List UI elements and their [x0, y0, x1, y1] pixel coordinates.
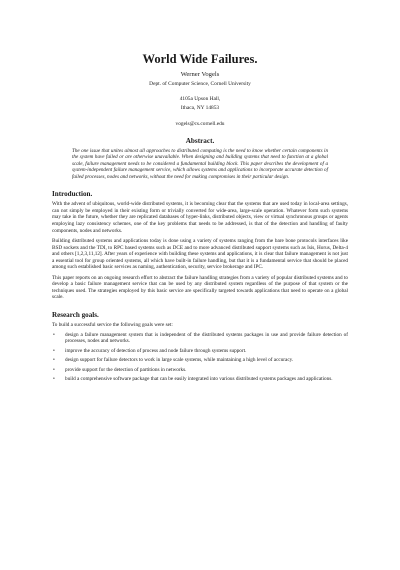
- goal-text: provide support for the detection of partitions in networks.: [65, 366, 187, 373]
- intro-paragraph: Building distributed systems and applications today is done using a variety of systems ranging from the bare bone protocols interfaces like BSD sockets and the TDI, to RPC based systems such as DCE and to more advanced distributed support systems such as Isis, Horus, Delta-4 and others [1,2,3,11,12]. After years of experience with building these systems and applications, it is clear that failure management is not just a essential tool for group oriented systems, all which have built-in failure handling, but that it is a fundamental service that should be placed among such established basic services as naming, authentication, security, service brokerage and IPC.: [52, 238, 348, 271]
- goal-text: design support for failure detectors to work in large scale systems, while maintaining a high level of accuracy.: [65, 357, 294, 364]
- goal-text: design a failure management system that is independent of the distributed systems packages in use and provide failure detection of processes, nodes and networks.: [65, 331, 348, 345]
- affiliation-address: 4105a Upson Hall,: [179, 96, 221, 103]
- spacer: [52, 113, 348, 119]
- goal-list-item: [52, 348, 348, 355]
- bullet-icon: •: [53, 331, 55, 338]
- spacer: [52, 88, 348, 94]
- paper-page: [0, 52, 400, 570]
- goal-list-item: [52, 357, 348, 364]
- research-goals-intro: To build a successful service the following goals were set:: [52, 321, 173, 328]
- bullet-icon: •: [53, 376, 55, 383]
- abstract-text: The one issue that unites almost all approaches to distributed computing is the need to know whether certain components in the system have failed or are otherwise unavailable. When designing and building systems that need to function at a global scale, failure management needs to be considered a fundamental building block. This paper describes the development of a system-independent failure management service, which allows systems and applications to incorporate accurate detection of failed processes, nodes and networks, without the need for making compromises in their particular design.: [72, 147, 328, 180]
- author-name: Werner Vogels: [180, 71, 220, 78]
- affiliation-city: Ithaca, NY 14853: [180, 105, 220, 112]
- goal-list-item: [52, 332, 348, 345]
- intro-paragraph: This paper reports on an ongoing research effort to abstract the failure handling strategies from a variety of popular distributed systems and to develop a basic failure management service that can be used by any distributed system regardless of the purpose of that system or the techniques used. The strategies employed by this basic service are specifically targeted towards applications that need to operate on a global scale.: [52, 274, 348, 301]
- bullet-icon: •: [53, 366, 55, 373]
- intro-paragraph: With the advent of ubiquitous, world-wide distributed systems, it is becoming clear that the systems that are used today in local-area settings, can not simply be employed in their existing form or trivially converted for wide-area, large-scale operation. Whatever form such systems may take in the future, whether they are replicated databases of hyper-links, distributed objects, view or virtual synchronous groups or agents employing lazy consistency schemes, one of the key problems that needs to be addressed, is that of the detection and handling of faulty components, nodes and networks.: [52, 201, 348, 234]
- abstract-heading: Abstract.: [185, 136, 215, 145]
- goal-text: build a comprehensive software package that can be easily integrated into various distributed systems packages and applications.: [65, 376, 333, 383]
- goal-list-item: [52, 376, 348, 383]
- affiliation-department: Dept. of Computer Science, Cornell University: [149, 81, 251, 87]
- goal-text: improve the accuracy of detection of process and node failure through systems support.: [65, 347, 247, 354]
- goal-list-item: [52, 367, 348, 374]
- bullet-icon: •: [53, 347, 55, 354]
- bullet-icon: •: [53, 357, 55, 364]
- paper-title: World Wide Failures.: [142, 52, 258, 66]
- author-email: vogels@cs.cornell.edu: [175, 120, 225, 127]
- introduction-heading: Introduction.: [52, 190, 93, 199]
- research-goals-list: [52, 332, 348, 383]
- research-goals-heading: Research goals.: [52, 310, 99, 319]
